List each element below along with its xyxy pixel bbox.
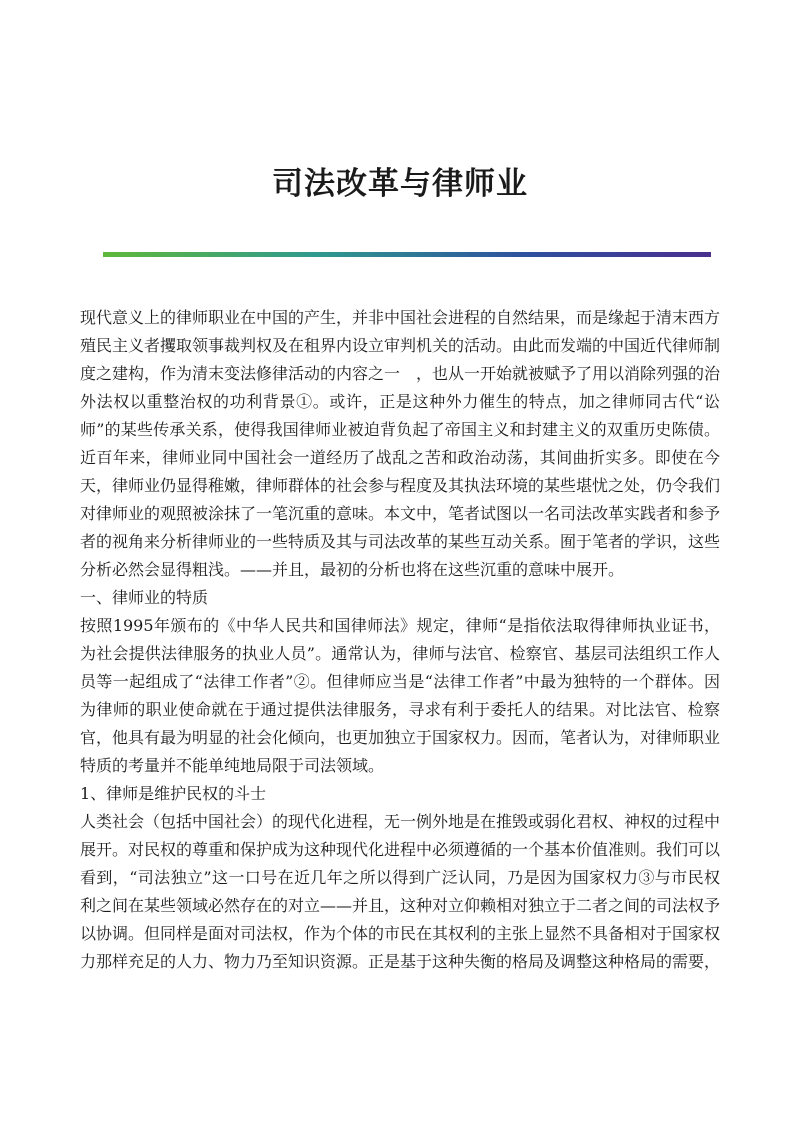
paragraph-lawyer-definition: 按照1995年颁布的《中华人民共和国律师法》规定，律师“是指依法取得律师执业证书，为社会提供法律服务的执业人员”。通常认为，律师与法官、检察官、基层司法组织工作人员等一起组成了“法律工作者”②。但律师应当是“法律工作者”中最为独特的一个群体。因为律师的职业使命就在于通过提供法律服务，寻求有利于委托人的结果。对比法官、检察官，他具有最为明显的社会化倾向，也更加独立于国家权力。因而，笔者认为，对律师职业特质的考量并不能单纯地局限于司法领域。 [80,616,721,775]
subsection-heading-1: 1、律师是维护民权的斗士 [80,784,267,803]
paragraph-civil-rights: 人类社会（包括中国社会）的现代化进程，无一例外地是在推毁或弱化君权、神权的过程中展开。对民权的尊重和保护成为这种现代化进程中必须遵循的一个基本价值准则。我们可以看到，“司法独立”这一口号在近几年之所以得到广泛认同，乃是因为国家权力③与市民权利之间在某些领域必然存在的对立——并且，这种对立仰赖相对独立于二者之间的司法权予以协调。但同样是面对司法权，作为个体的市民在其权利的主张上显然不具备相对于国家权力那样充足的人力、物力乃至知识资源。正是基于这种失衡的格局及调整这种格局的需要， [80,812,721,971]
title-divider [103,252,711,257]
paragraph-intro: 现代意义上的律师职业在中国的产生，并非中国社会进程的自然结果，而是缘起于清末西方殖民主义者攫取领事裁判权及在租界内设立审判机关的活动。由此而发端的中国近代律师制度之建构，作为清末变法修律活动的内容之一 ，也从一开始就被赋予了用以消除列强的治外法权以重整治权的功利背景①。或许，正是这种外力催生的特点，加之律师同古代“讼师”的某些传承关系，使得我国律师业被迫背负起了帝国主义和封建主义的双重历史陈债。近百年来，律师业同中国社会一道经历了战乱之苦和政治动荡，其间曲折实多。即使在今天，律师业仍显得稚嫩，律师群体的社会参与程度及其执法环境的某些堪忧之处，仍令我们对律师业的观照被涂抹了一笔沉重的意味。本文中，笔者试图以一名司法改革实践者和参予者的视角来分析律师业的一些特质及其与司法改革的某些互动关系。囿于笔者的学识，这些分析必然会显得粗浅。——并且，最初的分析也将在这些沉重的意味中展开。 [80,308,721,579]
section-heading-1: 一、律师业的特质 [80,588,209,607]
document-title: 司法改革与律师业 [272,166,528,202]
document-body [80,304,720,976]
